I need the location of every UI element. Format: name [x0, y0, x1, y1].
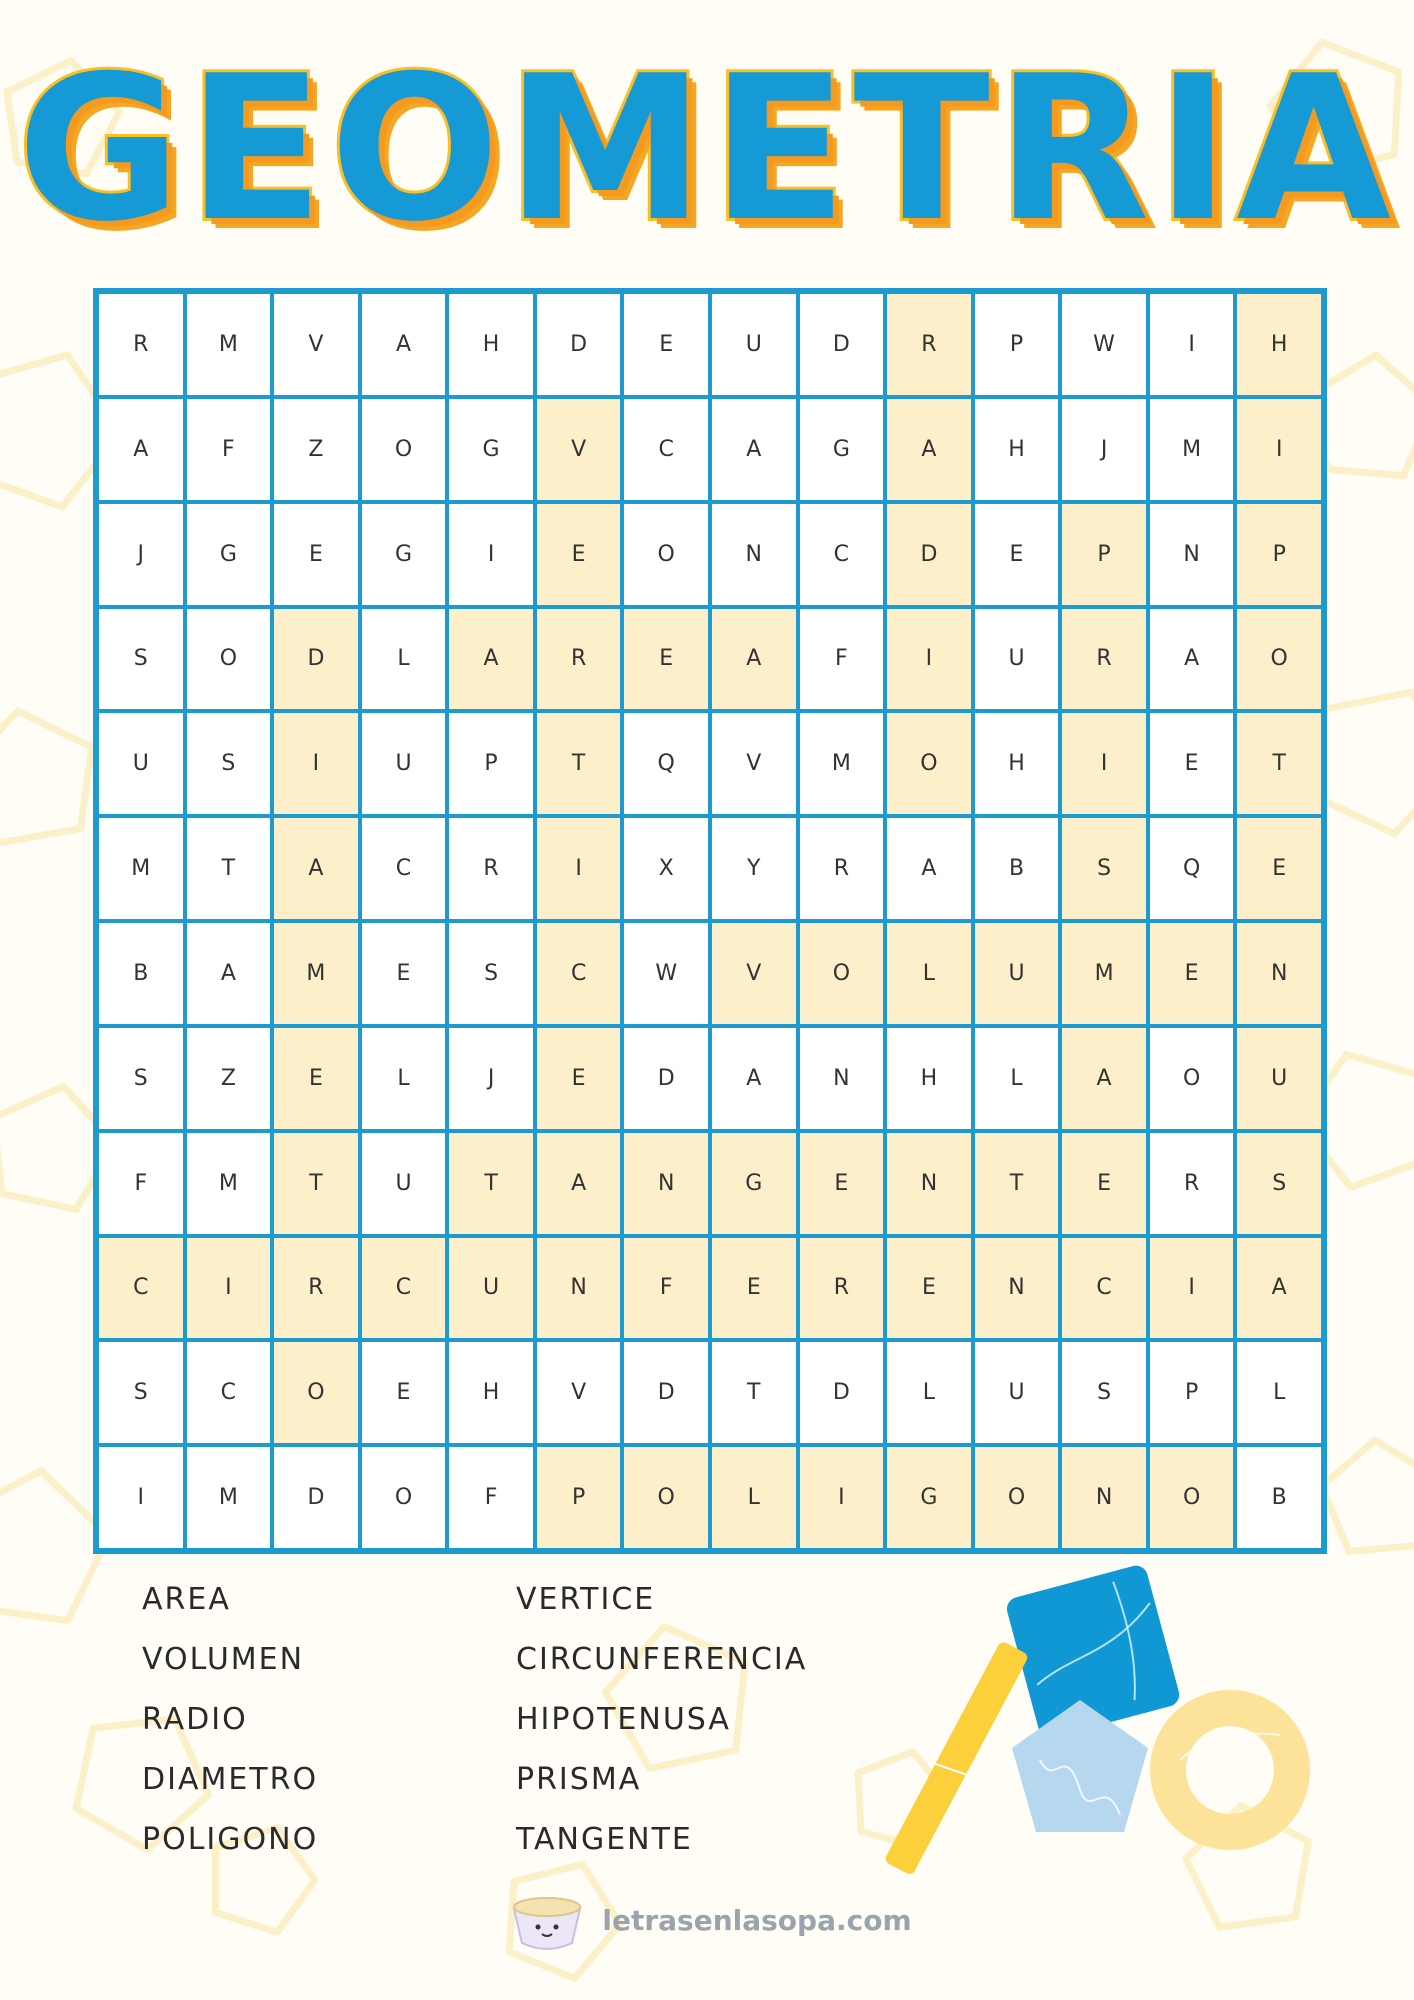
grid-cell[interactable]: O [185, 607, 273, 712]
grid-cell[interactable]: R [272, 1236, 360, 1341]
grid-cell[interactable]: M [1148, 397, 1236, 502]
grid-cell[interactable]: T [535, 711, 623, 816]
grid-cell[interactable]: O [885, 711, 973, 816]
footer [0, 1885, 1414, 1955]
grid-cell[interactable]: U [973, 1340, 1061, 1445]
word-list-item: POLIGONO [142, 1822, 319, 1857]
grid-cell[interactable]: Z [272, 397, 360, 502]
grid-cell[interactable]: Q [622, 711, 710, 816]
grid-cell[interactable]: G [885, 1445, 973, 1550]
grid-cell[interactable]: D [272, 1445, 360, 1550]
grid-cell[interactable]: C [360, 816, 448, 921]
grid-cell[interactable]: U [447, 1236, 535, 1341]
word-list-item: HIPOTENUSA [516, 1702, 731, 1737]
word-list-item: AREA [142, 1582, 231, 1617]
grid-cell[interactable]: E [885, 1236, 973, 1341]
grid-cell[interactable]: W [622, 921, 710, 1026]
grid-cell[interactable]: C [622, 397, 710, 502]
grid-cell[interactable]: I [885, 607, 973, 712]
grid-cell[interactable]: J [1060, 397, 1148, 502]
grid-cell[interactable]: P [1060, 502, 1148, 607]
grid-cell[interactable]: E [272, 502, 360, 607]
grid-cell[interactable]: C [535, 921, 623, 1026]
grid-cell[interactable]: L [1235, 1340, 1323, 1445]
grid-cell[interactable]: U [360, 711, 448, 816]
grid-cell[interactable]: G [447, 397, 535, 502]
grid-cell[interactable]: I [97, 1445, 185, 1550]
pentagon-outline-decoration [0, 711, 92, 843]
grid-cell[interactable]: E [622, 292, 710, 397]
grid-cell[interactable]: L [360, 607, 448, 712]
grid-cell[interactable]: E [1148, 711, 1236, 816]
grid-cell[interactable]: B [973, 816, 1061, 921]
grid-cell[interactable]: I [1235, 397, 1323, 502]
grid-cell[interactable]: N [710, 502, 798, 607]
grid-cell[interactable]: T [185, 816, 273, 921]
grid-cell[interactable]: O [360, 397, 448, 502]
grid-cell[interactable]: Z [185, 1026, 273, 1131]
grid-cell[interactable]: D [885, 502, 973, 607]
grid-cell[interactable]: A [710, 607, 798, 712]
grid-cell[interactable]: D [622, 1340, 710, 1445]
grid-cell[interactable]: I [185, 1236, 273, 1341]
grid-cell[interactable]: V [272, 292, 360, 397]
grid-cell[interactable]: E [1060, 1131, 1148, 1236]
grid-cell[interactable]: S [185, 711, 273, 816]
grid-cell[interactable]: J [447, 1026, 535, 1131]
grid-cell[interactable]: R [798, 1236, 886, 1341]
grid-cell[interactable]: M [185, 1131, 273, 1236]
yellow-bar-icon [884, 1640, 1030, 1876]
grid-cell[interactable]: M [272, 921, 360, 1026]
grid-cell[interactable]: R [1060, 607, 1148, 712]
grid-cell[interactable]: C [360, 1236, 448, 1341]
pentagon-outline-decoration [1322, 1440, 1414, 1551]
grid-cell[interactable]: O [360, 1445, 448, 1550]
word-list-column-2 [516, 1570, 807, 1870]
word-list-item: CIRCUNFERENCIA [516, 1642, 808, 1677]
grid-cell[interactable]: I [1148, 292, 1236, 397]
grid-cell[interactable]: E [973, 502, 1061, 607]
word-list-item: DIAMETRO [142, 1762, 319, 1797]
grid-cell[interactable]: C [97, 1236, 185, 1341]
grid-cell[interactable]: P [447, 711, 535, 816]
grid-cell[interactable]: A [885, 816, 973, 921]
grid-cell[interactable]: I [798, 1445, 886, 1550]
grid-cell[interactable]: A [1148, 607, 1236, 712]
grid-cell[interactable]: I [535, 816, 623, 921]
grid-cell[interactable]: U [710, 292, 798, 397]
grid-cell[interactable]: A [447, 607, 535, 712]
word-list-item: PRISMA [516, 1762, 642, 1797]
grid-cell[interactable]: R [447, 816, 535, 921]
word-list-item: VOLUMEN [142, 1642, 305, 1677]
grid-cell[interactable]: V [535, 1340, 623, 1445]
grid-cell[interactable]: N [973, 1236, 1061, 1341]
grid-cell[interactable]: C [1060, 1236, 1148, 1341]
light-blue-pentagon-icon [1012, 1700, 1148, 1832]
grid-cell[interactable]: H [973, 397, 1061, 502]
grid-cell[interactable]: A [535, 1131, 623, 1236]
grid-cell[interactable]: O [798, 921, 886, 1026]
grid-cell[interactable]: A [710, 397, 798, 502]
grid-cell[interactable]: A [272, 816, 360, 921]
grid-cell[interactable]: O [622, 1445, 710, 1550]
grid-cell[interactable]: B [1235, 1445, 1323, 1550]
grid-cell[interactable]: I [1060, 711, 1148, 816]
grid-cell[interactable]: Y [710, 816, 798, 921]
grid-cell[interactable]: H [447, 1340, 535, 1445]
grid-cell[interactable]: S [1060, 816, 1148, 921]
grid-cell[interactable]: T [272, 1131, 360, 1236]
grid-cell[interactable]: O [1148, 1026, 1236, 1131]
yellow-ring-icon [1168, 1708, 1292, 1832]
grid-cell[interactable]: N [1148, 502, 1236, 607]
grid-cell[interactable]: U [360, 1131, 448, 1236]
grid-cell[interactable]: S [1060, 1340, 1148, 1445]
grid-cell[interactable]: E [710, 1236, 798, 1341]
grid-cell[interactable]: I [1148, 1236, 1236, 1341]
grid-cell[interactable]: P [1235, 502, 1323, 607]
word-list-item: RADIO [142, 1702, 248, 1737]
grid-cell[interactable]: L [360, 1026, 448, 1131]
grid-cell[interactable]: T [447, 1131, 535, 1236]
grid-cell[interactable]: F [97, 1131, 185, 1236]
grid-cell[interactable]: E [798, 1131, 886, 1236]
grid-cell[interactable]: M [185, 1445, 273, 1550]
grid-cell[interactable]: N [1235, 921, 1323, 1026]
grid-cell[interactable]: F [622, 1236, 710, 1341]
grid-cell[interactable]: P [973, 292, 1061, 397]
grid-cell[interactable]: H [1235, 292, 1323, 397]
grid-cell[interactable]: M [1060, 921, 1148, 1026]
pentagon-outline-decoration [1314, 692, 1414, 834]
grid-cell[interactable]: L [973, 1026, 1061, 1131]
grid-cell[interactable]: A [360, 292, 448, 397]
grid-cell[interactable]: A [97, 397, 185, 502]
grid-cell[interactable]: M [97, 816, 185, 921]
grid-cell[interactable]: C [798, 502, 886, 607]
grid-cell[interactable]: E [622, 607, 710, 712]
grid-cell[interactable]: E [360, 1340, 448, 1445]
grid-cell[interactable]: Q [1148, 816, 1236, 921]
grid-cell[interactable]: R [97, 292, 185, 397]
geometric-shapes-illustration [880, 1560, 1340, 1900]
grid-cell[interactable]: D [272, 607, 360, 712]
site-name: letrasenlasopa.com [602, 1903, 912, 1937]
grid-cell[interactable]: D [622, 1026, 710, 1131]
word-list-item: TANGENTE [516, 1822, 693, 1857]
grid-cell[interactable]: U [973, 607, 1061, 712]
grid-cell[interactable]: E [535, 1026, 623, 1131]
grid-cell[interactable]: E [360, 921, 448, 1026]
grid-cell[interactable]: D [535, 292, 623, 397]
grid-cell[interactable]: N [1060, 1445, 1148, 1550]
word-search-grid [93, 288, 1327, 1554]
grid-cell[interactable]: H [447, 292, 535, 397]
grid-cell[interactable]: S [97, 607, 185, 712]
grid-cell[interactable]: F [185, 397, 273, 502]
grid-cell[interactable]: T [973, 1131, 1061, 1236]
grid-cell[interactable]: S [97, 1340, 185, 1445]
page-title-block [0, 33, 1414, 266]
grid-cell[interactable]: L [885, 921, 973, 1026]
word-list-item: VERTICE [516, 1582, 656, 1617]
grid-cell[interactable]: U [97, 711, 185, 816]
grid-cell[interactable]: H [973, 711, 1061, 816]
grid-cell[interactable]: E [535, 502, 623, 607]
grid-cell[interactable]: G [360, 502, 448, 607]
grid-cell[interactable]: P [535, 1445, 623, 1550]
grid-cell[interactable]: I [447, 502, 535, 607]
grid-cell[interactable]: B [97, 921, 185, 1026]
grid-cell[interactable]: H [885, 1026, 973, 1131]
grid-cell[interactable]: T [710, 1340, 798, 1445]
grid-cell[interactable]: E [1148, 921, 1236, 1026]
grid-cell[interactable]: R [885, 292, 973, 397]
grid-cell[interactable]: L [710, 1445, 798, 1550]
grid-cell[interactable]: I [272, 711, 360, 816]
grid-cell[interactable]: N [885, 1131, 973, 1236]
grid-cell[interactable]: S [97, 1026, 185, 1131]
grid-cell[interactable]: S [1235, 1131, 1323, 1236]
grid-cell[interactable]: V [710, 921, 798, 1026]
grid-cell[interactable]: M [798, 711, 886, 816]
grid-cell[interactable]: N [798, 1026, 886, 1131]
grid-cell[interactable]: D [798, 292, 886, 397]
grid-cell[interactable]: A [710, 1026, 798, 1131]
grid-cell[interactable]: A [1235, 1236, 1323, 1341]
grid-cell[interactable]: P [1148, 1340, 1236, 1445]
grid-cell[interactable]: G [798, 397, 886, 502]
grid-cell[interactable]: S [447, 921, 535, 1026]
grid-cell[interactable]: R [798, 816, 886, 921]
grid-cell[interactable]: N [535, 1236, 623, 1341]
grid-cell[interactable]: A [885, 397, 973, 502]
grid-cell[interactable]: A [1060, 1026, 1148, 1131]
grid-cell[interactable]: E [272, 1026, 360, 1131]
grid-cell[interactable]: M [185, 292, 273, 397]
grid-cell[interactable]: C [185, 1340, 273, 1445]
page-title: GEOMETRIA [16, 33, 1398, 266]
mascot-bowl-icon [502, 1885, 592, 1955]
grid-cell[interactable]: O [272, 1340, 360, 1445]
grid-cell[interactable]: O [622, 502, 710, 607]
word-list-column-1 [142, 1570, 318, 1870]
grid-cell[interactable]: R [1148, 1131, 1236, 1236]
grid-cell[interactable]: G [185, 502, 273, 607]
grid-cell[interactable]: G [710, 1131, 798, 1236]
grid-cell[interactable]: O [1235, 607, 1323, 712]
grid-cell[interactable]: U [973, 921, 1061, 1026]
grid-cell[interactable]: X [622, 816, 710, 921]
grid-cell[interactable]: U [1235, 1026, 1323, 1131]
grid-cell[interactable]: E [1235, 816, 1323, 921]
grid-cell[interactable]: O [973, 1445, 1061, 1550]
grid-cell[interactable]: V [710, 711, 798, 816]
grid-cell[interactable]: F [798, 607, 886, 712]
grid-cell[interactable]: W [1060, 292, 1148, 397]
grid-cell[interactable]: L [885, 1340, 973, 1445]
grid-cell[interactable]: J [97, 502, 185, 607]
grid-cell[interactable]: A [185, 921, 273, 1026]
grid-cell[interactable]: N [622, 1131, 710, 1236]
grid-cell[interactable]: R [535, 607, 623, 712]
grid-cell[interactable]: T [1235, 711, 1323, 816]
grid-cell[interactable]: O [1148, 1445, 1236, 1550]
grid-cell[interactable]: D [798, 1340, 886, 1445]
grid-cell[interactable]: V [535, 397, 623, 502]
grid-cell[interactable]: F [447, 1445, 535, 1550]
